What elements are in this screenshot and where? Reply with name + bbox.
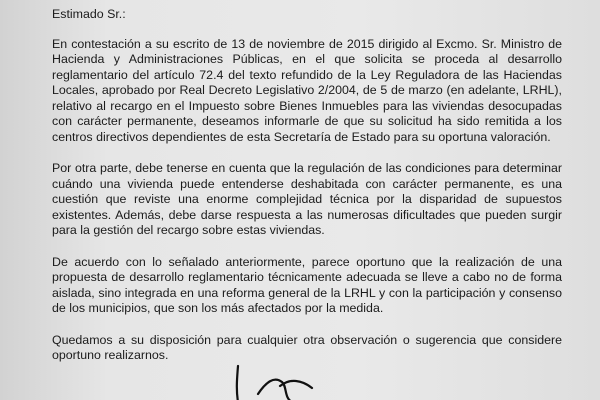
letter-body [52, 7, 562, 380]
text-line: Por otra parte, debe tenerse en cuenta que la regulación de las condiciones para determinar [52, 161, 562, 175]
text-line: para la gestión del recargo sobre estas viviendas. [52, 223, 325, 237]
text-line: cuándo una vivienda puede entenderse deshabitada con carácter permanente, es una [52, 176, 562, 191]
paragraph-3 [52, 255, 562, 317]
text-line: oportuno realizarnos. [52, 348, 169, 362]
text-line: propuesta de desarrollo reglamentario técnicamente adecuada se lleve a cabo no de forma [52, 270, 562, 284]
paragraph-4 [52, 333, 562, 364]
text-line: con carácter permanente, deseamos informarle de que su solicitud ha sido remitida a los [52, 114, 562, 128]
text-line: centros directivos dependientes de esta Secretaría de Estado para su oportuna valoración. [52, 129, 551, 144]
text-line: Hacienda y Administraciones Públicas, en el que solicita se proceda al desarrollo [52, 52, 562, 66]
text-line: Locales, aprobado por Real Decreto Legislativo 2/2004, de 5 de marzo (en adelante, LRHL), [52, 83, 562, 97]
text-line: cuestión que reviste una enorme complejidad técnica por la disparidad de supuestos [52, 192, 562, 206]
text-line: En contestación a su escrito de 13 de noviembre de 2015 dirigido al Excmo. Sr. Ministro de [52, 36, 562, 51]
text-line: aislada, sino integrada en una reforma general de la LRHL y con la participación y consenso [52, 285, 562, 300]
paragraph-2 [52, 161, 562, 239]
text-line: reglamentario del artículo 72.4 del texto refundido de la Ley Reguladora de las Haciendas [52, 67, 562, 82]
salutation: Estimado Sr.: [52, 7, 126, 21]
text-line: De acuerdo con lo señalado anteriormente, parece oportuno que la realización de una [52, 254, 562, 269]
paragraph-1 [52, 37, 562, 146]
text-line: existentes. Además, debe darse respuesta a las numerosas dificultades que pueden surgir [52, 207, 562, 222]
text-line: de los municipios, que son los más afectados por la medida. [52, 301, 384, 315]
signature-mark [232, 364, 352, 400]
text-line: relativo al recargo en el Impuesto sobre Bienes Inmuebles para las viviendas desocupadas [52, 98, 562, 113]
text-line: Quedamos a su disposición para cualquier otra observación o sugerencia que considere [52, 332, 562, 347]
